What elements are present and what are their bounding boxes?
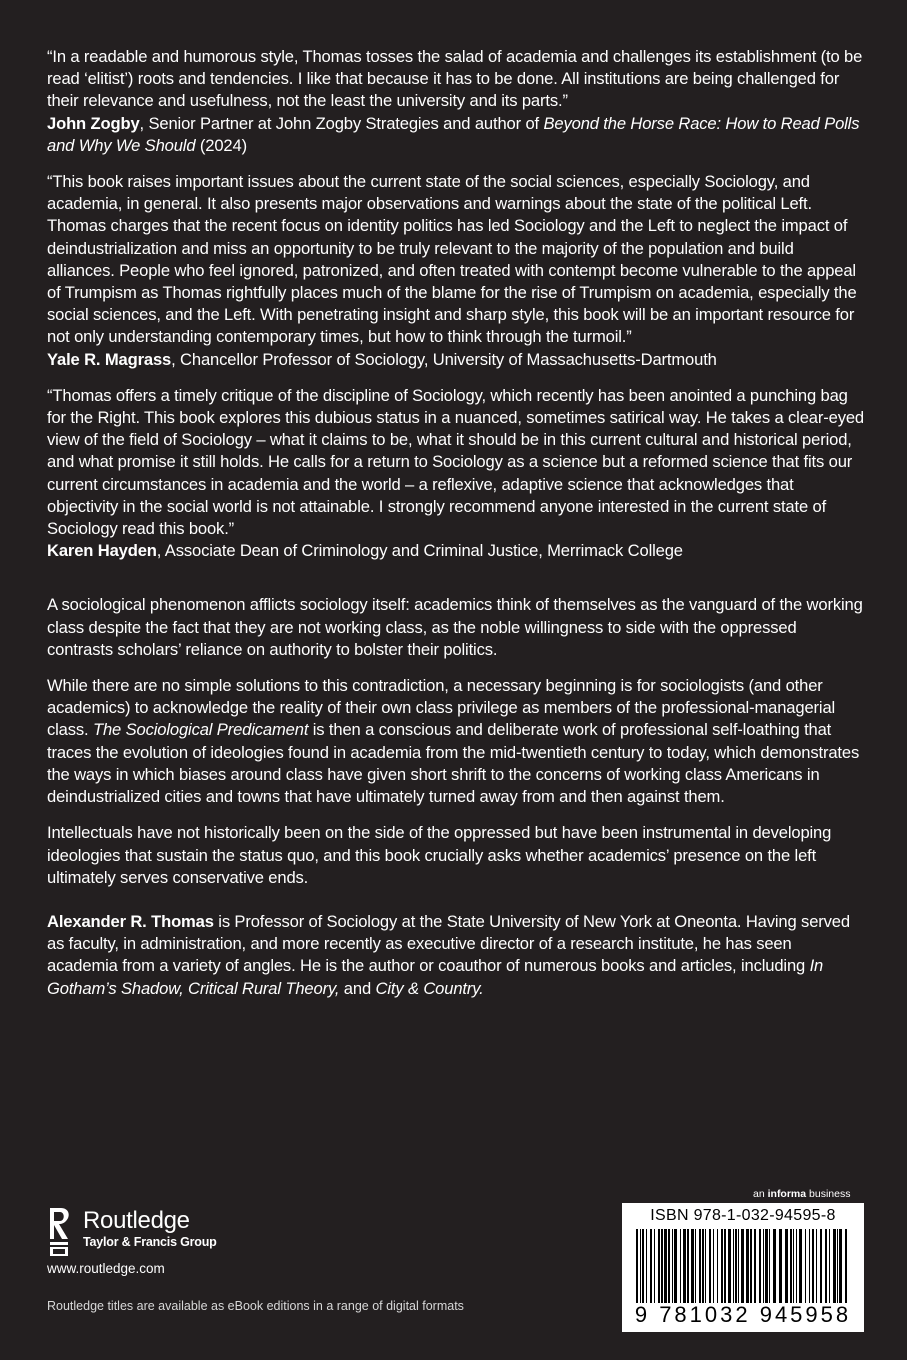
barcode-bar (765, 1229, 768, 1303)
barcode-bar (738, 1229, 739, 1303)
barcode-bar (820, 1229, 822, 1303)
author-name: Alexander R. Thomas (47, 911, 214, 931)
isbn-barcode (622, 1203, 864, 1332)
barcode-bar (654, 1229, 655, 1303)
blurb-hayden (47, 385, 865, 563)
barcode-bar (785, 1229, 788, 1303)
author-last-book: City & Country. (375, 978, 484, 998)
barcode-bar (713, 1229, 714, 1303)
blurb-book-year: (2024) (195, 135, 247, 155)
back-cover-text (47, 46, 865, 1014)
barcode-bar (796, 1229, 797, 1303)
barcode-bar (833, 1229, 836, 1303)
barcode-bar (845, 1229, 847, 1303)
informa-business-label (753, 1188, 850, 1200)
blurb-author-name: Yale R. Magrass (47, 349, 172, 369)
routledge-logo-icon (47, 1206, 73, 1258)
blurb-quote: “This book raises important issues about the current state of the social sciences, especially Sociology, and academia, in general. It also presents major observations and warnings about the state of the political Left. Thomas charges that the recent focus on identity politics has led Sociology and the Left to neglect the impact of deindustrialization and miss an opportunity to be truly relevant to the majority of the population and build alliances. People who feel ignored, patronized, and often treated with contempt become vulnerable to the appeal of Trumpism as Thomas rightfully places much of the blame for the rise of Trumpism on academia, especially the social sciences, and the Left. With penetrating insight and sharp style, this book will be an important resource for not only understanding contemporary times, but how to think through the turmoil.” (47, 172, 857, 347)
barcode-bar (825, 1229, 827, 1303)
barcode-bar (705, 1229, 706, 1303)
barcode-bar (793, 1229, 794, 1303)
barcode-bar (809, 1229, 810, 1303)
barcode-bar (724, 1229, 726, 1303)
author-bio (47, 911, 865, 1000)
blurb-zogby (47, 46, 865, 157)
barcode-bar (754, 1229, 756, 1303)
barcode-bar (691, 1229, 694, 1303)
publisher-name: Routledge (83, 1207, 190, 1234)
description-text: is then a conscious and deliberate work of professional self-loathing that traces the evolution of ideologies found in academia from the mid-twentieth century to today, which demonstrates the ways in which biases around class have given short shrift to the concerns of working class Americans in deindustrialized cities and towns that have ultimately turned away from and then against them. (47, 720, 860, 807)
barcode-bar (642, 1229, 644, 1303)
barcode-bar (773, 1229, 776, 1303)
barcode-bar (829, 1229, 830, 1303)
barcode-digits: 9 781032 945958 (634, 1302, 852, 1327)
blurb-author-name: Karen Hayden (47, 541, 157, 561)
blurb-author-title: , Associate Dean of Criminology and Criminal Justice, Merrimack College (156, 541, 683, 561)
description-text: While there are no simple solutions to this contradiction, a necessary beginning is for sociologists (and other academics) to acknowledge the reality of their own class privilege as members of the professional-managerial class. (47, 676, 836, 740)
barcode-bar (661, 1229, 663, 1303)
barcode-bar (674, 1229, 677, 1303)
barcode-bars (630, 1229, 856, 1303)
barcode-bar (702, 1229, 704, 1303)
description-paragraph-2 (47, 675, 865, 808)
barcode-bar (672, 1229, 673, 1303)
blurb-magrass (47, 171, 865, 371)
publisher-name-block (83, 1208, 217, 1250)
author-books: In Gotham’s Shadow, Critical Rural Theory, (47, 956, 824, 998)
barcode-bar (636, 1229, 638, 1303)
barcode-bar (721, 1229, 723, 1303)
barcode-bar (746, 1229, 749, 1303)
barcode-bar (717, 1229, 718, 1303)
blurb-quote: “Thomas offers a timely critique of the discipline of Sociology, which recently has been anointed a punching bag for the Right. This book explores this dubious status in a nuanced, sometimes satirical way. He takes a clear-eyed view of the field of Sociology – what it claims to be, what it should be in this current cultural and historical period, and what promise it still holds. He calls for a return to Sociology as a science but a reformed science that fits our current circumstances in academia and the world – a reflexive, adaptive science that acknowledges that objectivity in the social world is not attainable. I strongly recommend anyone interested in the current state of Sociology read this book.” (47, 385, 864, 539)
blurb-author-title: , Chancellor Professor of Sociology, University of Massachusetts-Dartmouth (171, 349, 717, 369)
barcode-bar (728, 1229, 731, 1303)
barcode-bar (837, 1229, 838, 1303)
ebook-note: Routledge titles are available as eBook editions in a range of digital formats (47, 1299, 464, 1313)
publisher-logo (47, 1206, 217, 1258)
barcode-bar (769, 1229, 770, 1303)
author-bio-text: is Professor of Sociology at the State University of New York at Oneonta. Having served as faculty, in administration, and more recently as executive director of a research institute, he has seen academia from a variety of angles. He is the author or coauthor of numerous books and articles, including (47, 911, 850, 976)
barcode-bar (683, 1229, 686, 1303)
barcode-bar (790, 1229, 792, 1303)
barcode-bar (680, 1229, 681, 1303)
barcode-bar (640, 1229, 641, 1303)
barcode-bar (750, 1229, 752, 1303)
barcode-bar (668, 1229, 670, 1303)
barcode-bar (735, 1229, 737, 1303)
blurb-attribution (47, 349, 865, 371)
isbn-label: ISBN 978-1-032-94595-8 (650, 1207, 836, 1224)
barcode-bar (816, 1229, 817, 1303)
blurb-attribution (47, 540, 865, 562)
barcode-bar (699, 1229, 701, 1303)
barcode-bar (741, 1229, 744, 1303)
barcode-bar (839, 1229, 842, 1303)
blurb-author-title: , Senior Partner at John Zogby Strategies and author of (139, 113, 544, 133)
barcode-bar (763, 1229, 764, 1303)
barcode-bar (650, 1229, 652, 1303)
barcode-bar (733, 1229, 734, 1303)
barcode-bar (709, 1229, 711, 1303)
blurb-attribution (47, 113, 865, 157)
book-title: The Sociological Predicament (92, 720, 309, 740)
barcode-bar (695, 1229, 696, 1303)
blurb-book-title: Beyond the Horse Race: How to Read Polls and Why We Should (47, 113, 860, 155)
informa-brand: informa (767, 1188, 807, 1200)
publisher-group: Taylor & Francis Group (83, 1235, 217, 1249)
barcode-bar (658, 1229, 660, 1303)
barcode-bar (805, 1229, 806, 1303)
description-paragraph-1: A sociological phenomenon afflicts sociology itself: academics think of themselves as the vanguard of the working class despite the fact that they are not working class, as the noble willingness to side with the oppressed contrasts scholars’ reliance on authority to bolster their politics. (47, 595, 863, 659)
barcode-bar (812, 1229, 814, 1303)
informa-prefix: an (753, 1188, 768, 1200)
description-paragraph-3: Intellectuals have not historically been on the side of the oppressed but have been instrumental in developing ideologies that sustain the status quo, and this book crucially asks whether academics’ presence on the left ultimately serves conservative ends. (47, 823, 832, 887)
blurb-author-name: John Zogby (47, 113, 140, 133)
barcode-bar (799, 1229, 802, 1303)
blurb-quote: “In a readable and humorous style, Thomas tosses the salad of academia and challenges its establishment (to be read ‘elitist’) roots and tendencies. I like that because it has to be done. All institutions are being challenged for their relevance and usefulness, not the least the university and its parts.” (47, 47, 863, 111)
author-bio-conj: and (339, 978, 376, 998)
barcode-bar (687, 1229, 689, 1303)
publisher-url[interactable]: www.routledge.com (47, 1261, 165, 1276)
barcode-bar (779, 1229, 782, 1303)
barcode-bar (646, 1229, 647, 1303)
informa-suffix: business (806, 1188, 851, 1200)
barcode-bar (664, 1229, 667, 1303)
barcode-bar (759, 1229, 761, 1303)
